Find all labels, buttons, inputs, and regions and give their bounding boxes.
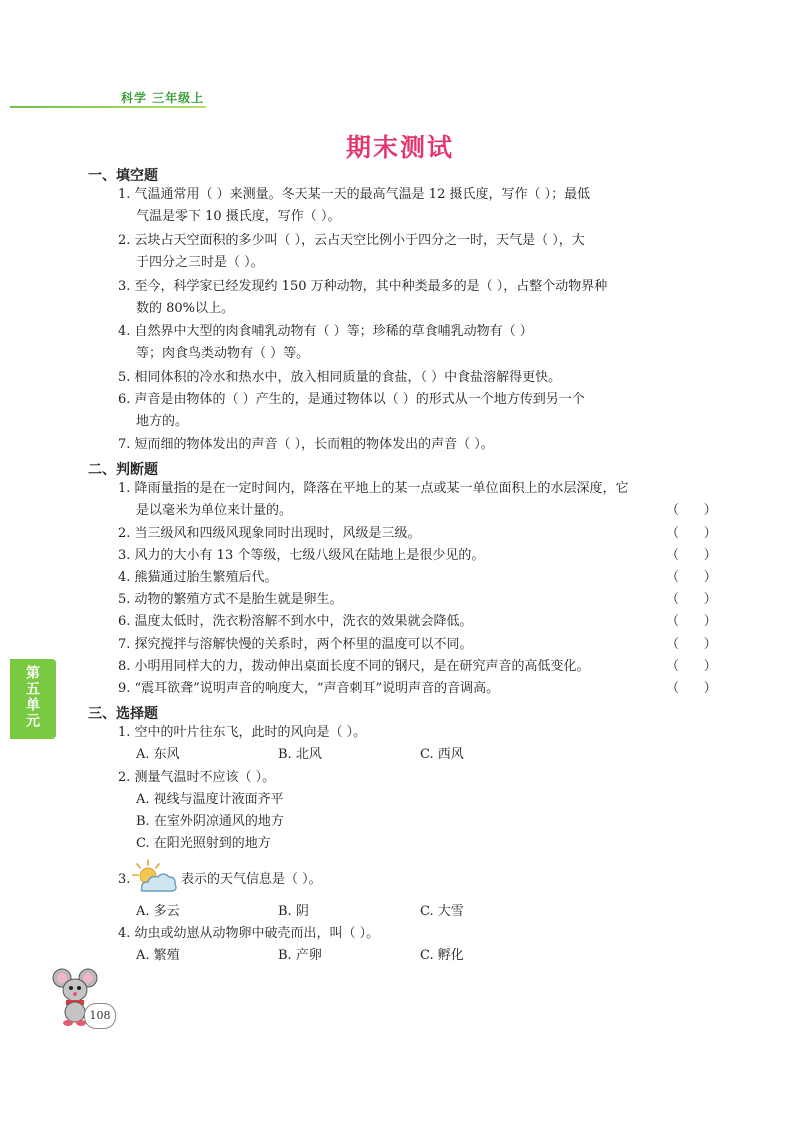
mc-q4-option-b[interactable]: B. 产卵 (278, 948, 322, 963)
mc-q3-option-c[interactable]: C. 大雪 (420, 904, 464, 919)
tf-q5: 5. 动物的繁殖方式不是胎生就是卵生。 (118, 592, 343, 607)
fill-q3-line2: 数的 80%以上。 (136, 301, 235, 316)
tf-q3-answer-blank[interactable]: （ ） (666, 548, 717, 563)
tf-q7-answer-blank[interactable]: （ ） (666, 637, 717, 652)
fill-q6-line1: 6. 声音是由物体的（ ）产生的，是通过物体以（ ）的形式从一个地方传到另一个 (118, 392, 585, 407)
section-heading-fill-blank: 一、填空题 (88, 168, 158, 184)
fill-q2-line1: 2. 云块占天空面积的多少叫（ ），云占天空比例小于四分之一时，天气是（ ），大 (118, 233, 585, 248)
mc-q4-option-c[interactable]: C. 孵化 (420, 948, 464, 963)
section-heading-multiple-choice: 三、选择题 (88, 706, 158, 722)
mc-q1-option-b[interactable]: B. 北风 (278, 747, 322, 762)
section-heading-true-false: 二、判断题 (88, 462, 158, 478)
tf-q5-answer-blank[interactable]: （ ） (666, 592, 717, 607)
tf-q9: 9. “震耳欲聋”说明声音的响度大，“声音刺耳”说明声音的音调高。 (118, 681, 500, 696)
tf-q1-answer-blank[interactable]: （ ） (666, 503, 717, 518)
cloudy-weather-icon (130, 857, 180, 897)
tf-q1-line2: 是以毫米为单位来计量的。 (136, 503, 293, 518)
running-header: 科学 三年级上 (121, 91, 205, 105)
tf-q8-answer-blank[interactable]: （ ） (666, 659, 717, 674)
fill-q6-line2: 地方的。 (136, 414, 189, 429)
tf-q6-answer-blank[interactable]: （ ） (666, 614, 717, 629)
mc-q3-number: 3. (118, 872, 131, 887)
unit-side-tab-label: 第五单元 (24, 665, 40, 729)
mc-q2-stem: 2. 测量气温时不应该（ ）。 (118, 770, 276, 785)
fill-q1-line1: 1. 气温通常用（ ）来测量。冬天某一天的最高气温是 12 摄氏度，写作（ ）；最低 (118, 187, 591, 202)
mc-q2-option-a[interactable]: A. 视线与温度计液面齐平 (136, 792, 284, 807)
mc-q3-option-a[interactable]: A. 多云 (136, 904, 180, 919)
mc-q4-option-a[interactable]: A. 繁殖 (136, 948, 180, 963)
tf-q4-answer-blank[interactable]: （ ） (666, 570, 717, 585)
mc-q1-option-c[interactable]: C. 西风 (420, 747, 464, 762)
mc-q2-option-c[interactable]: C. 在阳光照射到的地方 (136, 836, 271, 851)
mc-q4-stem: 4. 幼虫或幼崽从动物卵中破壳而出，叫（ ）。 (118, 926, 380, 941)
mc-q2-option-b[interactable]: B. 在室外阴凉通风的地方 (136, 814, 284, 829)
tf-q2-answer-blank[interactable]: （ ） (666, 526, 717, 541)
tf-q9-answer-blank[interactable]: （ ） (666, 681, 717, 696)
tf-q6: 6. 温度太低时，洗衣粉溶解不到水中，洗衣的效果就会降低。 (118, 614, 473, 629)
tf-q8: 8. 小明用同样大的力，拨动伸出桌面长度不同的钢尺，是在研究声音的高低变化。 (118, 659, 590, 674)
tf-q7: 7. 探究搅拌与溶解快慢的关系时，两个杯里的温度可以不同。 (118, 637, 473, 652)
fill-q4-line1: 4. 自然界中大型的肉食哺乳动物有（ ）等；珍稀的草食哺乳动物有（ ） (118, 324, 533, 339)
tf-q3: 3. 风力的大小有 13 个等级，七级八级风在陆地上是很少见的。 (118, 548, 485, 563)
fill-q3-line1: 3. 至今，科学家已经发现约 150 万种动物，其中种类最多的是（ ），占整个动物界种 (118, 279, 608, 294)
page-number: 108 (84, 1003, 116, 1029)
tf-q1-line1: 1. 降雨量指的是在一定时间内，降落在平地上的某一点或某一单位面积上的水层深度，它 (118, 481, 629, 496)
fill-q2-line2: 于四分之三时是（ ）。 (136, 255, 264, 270)
page-title: 期末测试 (345, 133, 454, 162)
mc-q3-option-b[interactable]: B. 阴 (278, 904, 309, 919)
fill-q7: 7. 短而细的物体发出的声音（ ），长而粗的物体发出的声音（ ）。 (118, 437, 494, 452)
tf-q4: 4. 熊猫通过胎生繁殖后代。 (118, 570, 278, 585)
tf-q2: 2. 当三级风和四级风现象同时出现时，风级是三级。 (118, 526, 421, 541)
mc-q3-stem: 表示的天气信息是（ ）。 (181, 872, 322, 887)
mc-q1-stem: 1. 空中的叶片往东飞，此时的风向是（ ）。 (118, 725, 367, 740)
fill-q5: 5. 相同体积的冷水和热水中，放入相同质量的食盐，（ ）中食盐溶解得更快。 (118, 370, 562, 385)
fill-q4-line2: 等；肉食鸟类动物有（ ）等。 (136, 346, 310, 361)
mc-q1-option-a[interactable]: A. 东风 (136, 747, 180, 762)
fill-q1-line2: 气温是零下 10 摄氏度，写作（ ）。 (136, 209, 341, 224)
